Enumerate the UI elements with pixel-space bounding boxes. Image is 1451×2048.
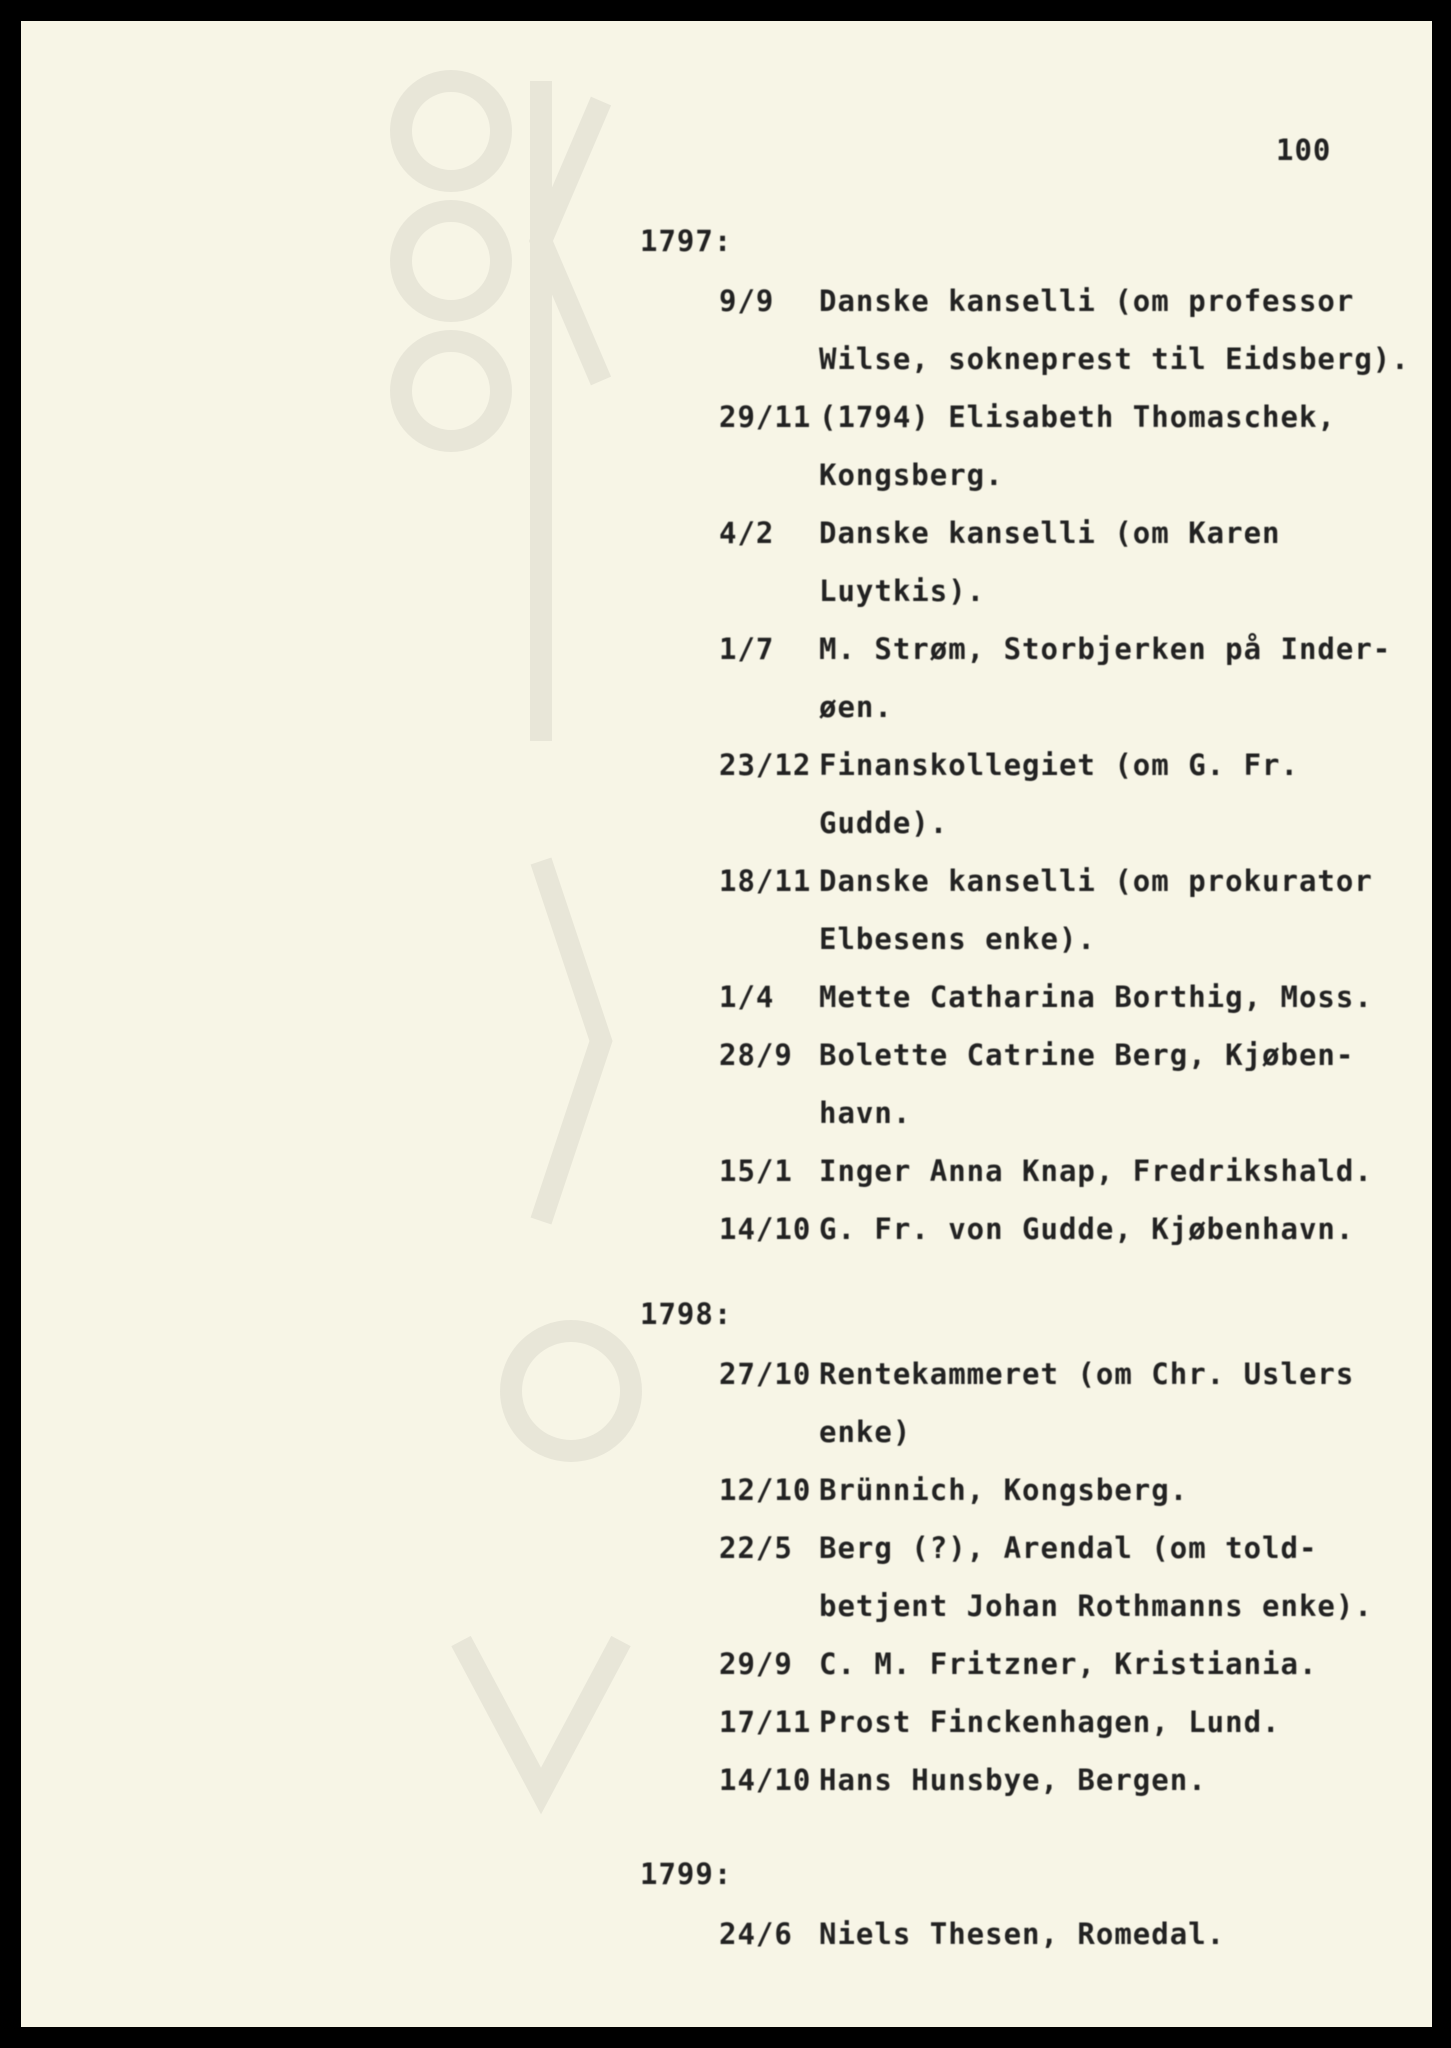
entry-date: 27/10 <box>719 1357 812 1391</box>
entry-date: 17/11 <box>719 1705 812 1739</box>
entry-text: Danske kanselli (om professor <box>819 284 1355 318</box>
entry-text: enke) <box>819 1415 912 1449</box>
entry-date: 12/10 <box>719 1473 812 1507</box>
entry-date: 14/10 <box>719 1212 812 1246</box>
year-heading: 1799: <box>640 1857 733 1891</box>
entry-text: Hans Hunsbye, Bergen. <box>819 1763 1207 1797</box>
entry-text: Wilse, sokneprest til Eidsberg). <box>819 342 1410 376</box>
entry-date: 18/11 <box>719 864 812 898</box>
entry-text: Elbesens enke). <box>819 922 1096 956</box>
entry-text: Prost Finckenhagen, Lund. <box>819 1705 1281 1739</box>
entry-text: Bolette Catrine Berg, Kjøben- <box>819 1038 1355 1072</box>
entry-date: 4/2 <box>719 516 775 550</box>
entry-text: Luytkis). <box>819 574 986 608</box>
entry-date: 24/6 <box>719 1917 793 1951</box>
entry-text: G. Fr. von Gudde, Kjøbenhavn. <box>819 1212 1355 1246</box>
entry-text: Brünnich, Kongsberg. <box>819 1473 1189 1507</box>
entry-text: øen. <box>819 690 893 724</box>
entry-text: Berg (?), Arendal (om told- <box>819 1531 1318 1565</box>
entry-text: betjent Johan Rothmanns enke). <box>819 1589 1373 1623</box>
entry-text: Rentekammeret (om Chr. Uslers <box>819 1357 1355 1391</box>
entry-text: Mette Catharina Borthig, Moss. <box>819 980 1373 1014</box>
entry-date: 1/7 <box>719 632 775 666</box>
entry-date: 15/1 <box>719 1154 793 1188</box>
entry-text: Kongsberg. <box>819 458 1004 492</box>
year-heading: 1797: <box>640 224 733 258</box>
entry-text: Niels Thesen, Romedal. <box>819 1917 1226 1951</box>
year-heading: 1798: <box>640 1297 733 1331</box>
entry-text: Finanskollegiet (om G. Fr. <box>819 748 1299 782</box>
entry-date: 14/10 <box>719 1763 812 1797</box>
entry-date: 22/5 <box>719 1531 793 1565</box>
entry-text: M. Strøm, Storbjerken på Inder- <box>819 632 1392 666</box>
page-number: 100 <box>1276 133 1332 167</box>
entry-date: 23/12 <box>719 748 812 782</box>
entry-date: 1/4 <box>719 980 775 1014</box>
entry-date: 9/9 <box>719 284 775 318</box>
entry-date: 29/9 <box>719 1647 793 1681</box>
entry-text: (1794) Elisabeth Thomaschek, <box>819 400 1336 434</box>
entry-text: Danske kanselli (om Karen <box>819 516 1281 550</box>
entry-text: Gudde). <box>819 806 949 840</box>
entry-text: Danske kanselli (om prokurator <box>819 864 1373 898</box>
entry-text: C. M. Fritzner, Kristiania. <box>819 1647 1318 1681</box>
entry-text: Inger Anna Knap, Fredrikshald. <box>819 1154 1373 1188</box>
stamp-watermark <box>341 41 721 1991</box>
document-page <box>21 21 1432 2027</box>
entry-text: havn. <box>819 1096 912 1130</box>
entry-date: 28/9 <box>719 1038 793 1072</box>
entry-date: 29/11 <box>719 400 812 434</box>
